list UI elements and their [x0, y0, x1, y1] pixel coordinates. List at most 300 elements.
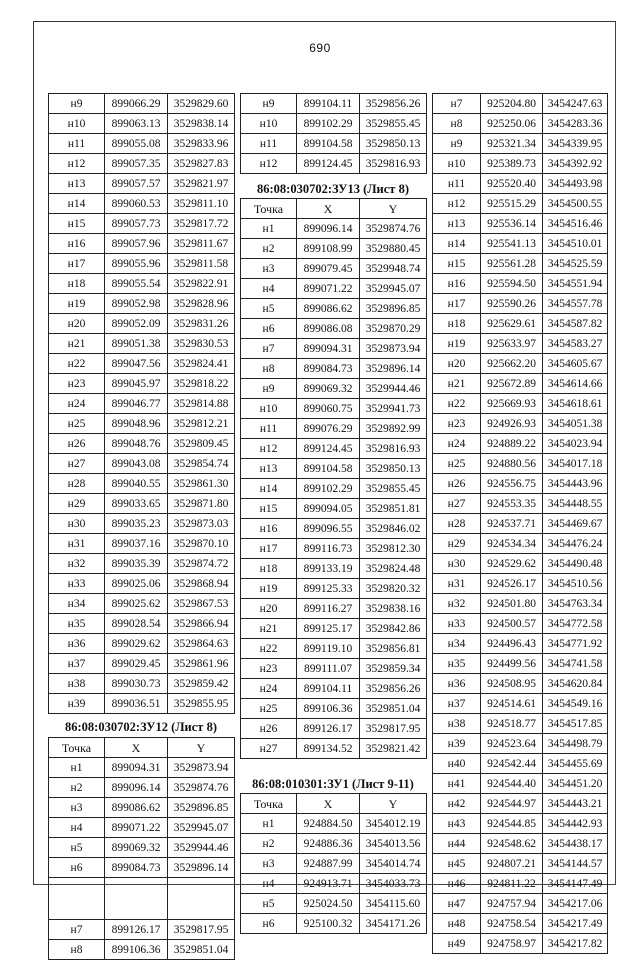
- table-row: [241, 739, 427, 759]
- x-cell: 924880.56: [481, 454, 543, 474]
- table-row: [241, 519, 427, 539]
- table-row: [433, 654, 608, 674]
- x-cell: 924811.22: [481, 874, 543, 894]
- table-row: [433, 694, 608, 714]
- point-cell: н36: [433, 674, 481, 694]
- x-cell: 899066.29: [105, 94, 168, 114]
- point-cell: н25: [433, 454, 481, 474]
- y-cell: 3529817.95: [360, 719, 427, 739]
- point-cell: н17: [241, 539, 297, 559]
- point-cell: н11: [433, 174, 481, 194]
- x-cell: 925024.50: [297, 894, 360, 914]
- table-row: [49, 274, 235, 294]
- x-cell: 924548.62: [481, 834, 543, 854]
- table-row: [433, 454, 608, 474]
- x-cell: 899071.22: [105, 818, 168, 838]
- x-cell: 924523.64: [481, 734, 543, 754]
- y-cell: 3454014.74: [360, 854, 427, 874]
- table-row: [433, 114, 608, 134]
- table-row: [49, 334, 235, 354]
- x-cell: 899057.73: [105, 214, 168, 234]
- y-cell: 3529830.53: [168, 334, 235, 354]
- y-cell: 3529861.30: [168, 474, 235, 494]
- y-cell: 3454017.18: [543, 454, 608, 474]
- table-row: [241, 559, 427, 579]
- y-cell: 3529892.99: [360, 419, 427, 439]
- point-cell: н11: [49, 134, 105, 154]
- point-cell: н8: [433, 114, 481, 134]
- point-cell: н35: [433, 654, 481, 674]
- table-row: [241, 599, 427, 619]
- x-cell: 899046.77: [105, 394, 168, 414]
- coordinates-table-1: [48, 93, 235, 714]
- point-cell: н41: [433, 774, 481, 794]
- point-cell: н13: [433, 214, 481, 234]
- point-cell: н11: [241, 419, 297, 439]
- x-cell: 924758.54: [481, 914, 543, 934]
- x-cell: 925633.97: [481, 334, 543, 354]
- y-cell: 3529822.91: [168, 274, 235, 294]
- y-cell: 3529828.96: [168, 294, 235, 314]
- x-cell: 899084.73: [105, 858, 168, 878]
- x-cell: 899125.33: [297, 579, 360, 599]
- y-cell: 3454763.34: [543, 594, 608, 614]
- table-row: [241, 359, 427, 379]
- point-cell: н28: [433, 514, 481, 534]
- point-cell: н25: [241, 699, 297, 719]
- x-cell: 899055.08: [105, 134, 168, 154]
- y-cell: 3529859.42: [168, 674, 235, 694]
- y-cell: 3454451.20: [543, 774, 608, 794]
- table-row: [49, 634, 235, 654]
- point-cell: н27: [241, 739, 297, 759]
- point-cell: н32: [49, 554, 105, 574]
- x-cell: 899079.45: [297, 259, 360, 279]
- table-row: [241, 459, 427, 479]
- x-cell: 925536.14: [481, 214, 543, 234]
- y-cell: 3529829.60: [168, 94, 235, 114]
- y-cell: 3454217.06: [543, 894, 608, 914]
- table-row: [433, 894, 608, 914]
- table-row: [241, 419, 427, 439]
- x-cell: 924500.57: [481, 614, 543, 634]
- point-cell: н28: [49, 474, 105, 494]
- x-cell: 924499.56: [481, 654, 543, 674]
- y-cell: 3529870.10: [168, 534, 235, 554]
- y-cell: 3454500.55: [543, 194, 608, 214]
- y-cell: 3454051.38: [543, 414, 608, 434]
- y-cell: 3529880.45: [360, 239, 427, 259]
- point-cell: н20: [49, 314, 105, 334]
- table-row: [433, 274, 608, 294]
- y-cell: 3454455.69: [543, 754, 608, 774]
- y-cell: 3529846.02: [360, 519, 427, 539]
- table-row: [241, 659, 427, 679]
- column-1: [48, 93, 235, 960]
- table-row: [241, 479, 427, 499]
- point-cell: н7: [49, 920, 105, 940]
- x-cell: 899086.08: [297, 319, 360, 339]
- point-cell: н22: [49, 354, 105, 374]
- x-cell: 924537.71: [481, 514, 543, 534]
- y-cell: 3529820.32: [360, 579, 427, 599]
- x-cell: 899104.11: [297, 94, 360, 114]
- coordinates-table-3: [432, 93, 608, 954]
- section-title-zu1: 86:08:010301:ЗУ1 (Лист 9-11): [252, 777, 414, 791]
- y-cell: 3529873.94: [360, 339, 427, 359]
- point-cell: н46: [433, 874, 481, 894]
- table-row: [433, 154, 608, 174]
- point-cell: н30: [49, 514, 105, 534]
- point-cell: н27: [433, 494, 481, 514]
- coordinates-table-2: [240, 93, 427, 174]
- table-row: [49, 654, 235, 674]
- x-cell: 899025.62: [105, 594, 168, 614]
- x-cell: 899104.58: [297, 134, 360, 154]
- point-cell: н23: [241, 659, 297, 679]
- point-cell: н32: [433, 594, 481, 614]
- y-cell: 3529948.74: [360, 259, 427, 279]
- point-cell: н4: [241, 279, 297, 299]
- point-cell: н2: [49, 778, 105, 798]
- y-cell: 3529824.41: [168, 354, 235, 374]
- table-row: [49, 838, 235, 858]
- point-cell: н19: [433, 334, 481, 354]
- x-cell: 924534.34: [481, 534, 543, 554]
- x-cell: 899029.62: [105, 634, 168, 654]
- point-cell: н24: [49, 394, 105, 414]
- point-cell: н3: [49, 798, 105, 818]
- header-x: X: [297, 794, 360, 814]
- point-cell: н6: [49, 858, 105, 878]
- table-row: [433, 414, 608, 434]
- y-cell: 3529850.13: [360, 134, 427, 154]
- y-cell: 3454339.95: [543, 134, 608, 154]
- y-cell: 3529833.96: [168, 134, 235, 154]
- y-cell: 3529861.96: [168, 654, 235, 674]
- point-cell: н38: [49, 674, 105, 694]
- x-cell: 924884.50: [297, 814, 360, 834]
- table-row: [241, 219, 427, 239]
- point-cell: н49: [433, 934, 481, 954]
- point-cell: н31: [49, 534, 105, 554]
- point-cell: н12: [49, 154, 105, 174]
- point-cell: н10: [49, 114, 105, 134]
- y-cell: 3454147.49: [543, 874, 608, 894]
- point-cell: н4: [49, 818, 105, 838]
- x-cell: 899069.32: [297, 379, 360, 399]
- y-cell: 3529870.29: [360, 319, 427, 339]
- coordinates-table-zu12: [48, 737, 235, 960]
- y-cell: 3529851.04: [360, 699, 427, 719]
- y-cell: 3529874.72: [168, 554, 235, 574]
- x-cell: 899094.31: [105, 758, 168, 778]
- x-cell: 899035.23: [105, 514, 168, 534]
- table-row: [433, 134, 608, 154]
- y-cell: 3529851.04: [168, 940, 235, 960]
- x-cell: 899057.35: [105, 154, 168, 174]
- table-row: [433, 94, 608, 114]
- x-cell: 925590.26: [481, 294, 543, 314]
- x-cell: 899055.96: [105, 254, 168, 274]
- table-row: [49, 94, 235, 114]
- x-cell: 899124.45: [297, 439, 360, 459]
- x-cell: 899028.54: [105, 614, 168, 634]
- y-cell: 3529867.53: [168, 594, 235, 614]
- table-row: [433, 594, 608, 614]
- point-cell: н12: [241, 439, 297, 459]
- table-row: [433, 794, 608, 814]
- table-row: [49, 234, 235, 254]
- point-cell: н30: [433, 554, 481, 574]
- point-cell: н1: [241, 814, 297, 834]
- table-row: [433, 394, 608, 414]
- y-cell: 3529856.26: [360, 679, 427, 699]
- y-cell: 3529945.07: [360, 279, 427, 299]
- y-cell: 3454023.94: [543, 434, 608, 454]
- y-cell: 3454438.17: [543, 834, 608, 854]
- x-cell: 899030.73: [105, 674, 168, 694]
- y-cell: 3529816.93: [360, 154, 427, 174]
- y-cell: 3529817.72: [168, 214, 235, 234]
- y-cell: 3529941.73: [360, 399, 427, 419]
- table-row: [241, 399, 427, 419]
- table-row: [49, 454, 235, 474]
- point-cell: н33: [49, 574, 105, 594]
- y-cell: 3454392.92: [543, 154, 608, 174]
- point-cell: н7: [241, 339, 297, 359]
- x-cell: 924926.93: [481, 414, 543, 434]
- point-cell: н45: [433, 854, 481, 874]
- x-cell: 924544.85: [481, 814, 543, 834]
- y-cell: 3529821.42: [360, 739, 427, 759]
- y-cell: 3529874.76: [168, 778, 235, 798]
- table-row: [433, 294, 608, 314]
- header-x: X: [105, 738, 168, 758]
- x-cell: 899134.52: [297, 739, 360, 759]
- table-row: [49, 594, 235, 614]
- table-row: [49, 920, 235, 940]
- x-cell: 899126.17: [297, 719, 360, 739]
- table-row: [241, 719, 427, 739]
- x-cell: 899104.58: [297, 459, 360, 479]
- table-row: [433, 474, 608, 494]
- x-cell: 899086.62: [105, 798, 168, 818]
- point-cell: н8: [49, 940, 105, 960]
- point-cell: н38: [433, 714, 481, 734]
- point-cell: н12: [433, 194, 481, 214]
- point-cell: н35: [49, 614, 105, 634]
- table-row: [49, 254, 235, 274]
- table-row: [433, 854, 608, 874]
- table-row: [49, 214, 235, 234]
- empty-cell: [49, 878, 105, 920]
- x-cell: 899102.29: [297, 114, 360, 134]
- point-cell: н14: [433, 234, 481, 254]
- y-cell: 3529827.83: [168, 154, 235, 174]
- point-cell: н39: [49, 694, 105, 714]
- y-cell: 3529812.30: [360, 539, 427, 559]
- point-cell: н42: [433, 794, 481, 814]
- x-cell: 899025.06: [105, 574, 168, 594]
- x-cell: 899104.11: [297, 679, 360, 699]
- x-cell: 925100.32: [297, 914, 360, 934]
- point-cell: н17: [433, 294, 481, 314]
- y-cell: 3454620.84: [543, 674, 608, 694]
- y-cell: 3454551.94: [543, 274, 608, 294]
- y-cell: 3529944.46: [168, 838, 235, 858]
- x-cell: 899126.17: [105, 920, 168, 940]
- point-cell: н23: [49, 374, 105, 394]
- point-cell: н31: [433, 574, 481, 594]
- point-cell: н5: [241, 894, 297, 914]
- point-cell: н1: [49, 758, 105, 778]
- point-cell: н18: [49, 274, 105, 294]
- y-cell: 3454443.21: [543, 794, 608, 814]
- x-cell: 899057.57: [105, 174, 168, 194]
- table-row: [433, 354, 608, 374]
- point-cell: н19: [241, 579, 297, 599]
- table-row: [433, 254, 608, 274]
- point-cell: н34: [433, 634, 481, 654]
- table-row: [49, 494, 235, 514]
- x-cell: 899035.39: [105, 554, 168, 574]
- table-row: [49, 354, 235, 374]
- point-cell: н33: [433, 614, 481, 634]
- table-row: [49, 614, 235, 634]
- point-cell: н19: [49, 294, 105, 314]
- table-row: [241, 579, 427, 599]
- table-row: [433, 734, 608, 754]
- point-cell: н15: [49, 214, 105, 234]
- point-cell: н21: [433, 374, 481, 394]
- point-cell: н24: [241, 679, 297, 699]
- point-cell: н10: [241, 114, 297, 134]
- table-row: [433, 234, 608, 254]
- table-row: [241, 299, 427, 319]
- point-cell: н48: [433, 914, 481, 934]
- x-cell: 925672.89: [481, 374, 543, 394]
- y-cell: 3529851.81: [360, 499, 427, 519]
- table-row: [433, 574, 608, 594]
- coordinates-table-zu13: [240, 198, 427, 759]
- y-cell: 3529814.88: [168, 394, 235, 414]
- point-cell: н5: [49, 838, 105, 858]
- table-row: [241, 94, 427, 114]
- table-row: [49, 294, 235, 314]
- x-cell: 899111.07: [297, 659, 360, 679]
- y-cell: 3454033.73: [360, 874, 427, 894]
- table-row: [433, 874, 608, 894]
- column-3: [432, 93, 608, 954]
- x-cell: 924889.22: [481, 434, 543, 454]
- table-row: [49, 434, 235, 454]
- y-cell: 3454741.58: [543, 654, 608, 674]
- y-cell: 3454618.61: [543, 394, 608, 414]
- y-cell: 3529824.48: [360, 559, 427, 579]
- point-cell: н14: [49, 194, 105, 214]
- x-cell: 924544.97: [481, 794, 543, 814]
- point-cell: н10: [241, 399, 297, 419]
- y-cell: 3529818.22: [168, 374, 235, 394]
- table-row: [433, 434, 608, 454]
- table-row: [49, 374, 235, 394]
- table-row: [49, 154, 235, 174]
- y-cell: 3454605.67: [543, 354, 608, 374]
- table-row: [433, 214, 608, 234]
- point-cell: н29: [433, 534, 481, 554]
- x-cell: 899094.31: [297, 339, 360, 359]
- x-cell: 924556.75: [481, 474, 543, 494]
- x-cell: 925541.13: [481, 234, 543, 254]
- y-cell: 3529945.07: [168, 818, 235, 838]
- y-cell: 3529896.85: [360, 299, 427, 319]
- y-cell: 3454498.79: [543, 734, 608, 754]
- point-cell: н20: [241, 599, 297, 619]
- x-cell: 925389.73: [481, 154, 543, 174]
- y-cell: 3529871.80: [168, 494, 235, 514]
- table-row: [433, 374, 608, 394]
- table-row: [433, 754, 608, 774]
- table-row: [241, 279, 427, 299]
- point-cell: н4: [241, 874, 297, 894]
- x-cell: 899096.55: [297, 519, 360, 539]
- x-cell: 899106.36: [105, 940, 168, 960]
- point-cell: н36: [49, 634, 105, 654]
- table-row: [241, 854, 427, 874]
- y-cell: 3529896.14: [168, 858, 235, 878]
- header-point: Точка: [49, 738, 105, 758]
- y-cell: 3529816.93: [360, 439, 427, 459]
- x-cell: 899048.76: [105, 434, 168, 454]
- coordinates-table-zu1: [240, 793, 427, 934]
- point-cell: н18: [433, 314, 481, 334]
- point-cell: н2: [241, 239, 297, 259]
- y-cell: 3529812.21: [168, 414, 235, 434]
- y-cell: 3529873.03: [168, 514, 235, 534]
- y-cell: 3454443.96: [543, 474, 608, 494]
- x-cell: 925515.29: [481, 194, 543, 214]
- x-cell: 924518.77: [481, 714, 543, 734]
- point-cell: н9: [241, 379, 297, 399]
- x-cell: 924529.62: [481, 554, 543, 574]
- table-row: [241, 834, 427, 854]
- x-cell: 899116.73: [297, 539, 360, 559]
- section-title-zu12: 86:08:030702:ЗУ12 (Лист 8): [65, 720, 217, 734]
- y-cell: 3529856.81: [360, 639, 427, 659]
- y-cell: 3454217.49: [543, 914, 608, 934]
- y-cell: 3529838.16: [360, 599, 427, 619]
- y-cell: 3454217.82: [543, 934, 608, 954]
- point-cell: н37: [433, 694, 481, 714]
- y-cell: 3529896.14: [360, 359, 427, 379]
- x-cell: 899124.45: [297, 154, 360, 174]
- point-cell: н40: [433, 754, 481, 774]
- table-row: [433, 494, 608, 514]
- y-cell: 3529809.45: [168, 434, 235, 454]
- point-cell: н22: [241, 639, 297, 659]
- empty-cell: [105, 878, 168, 920]
- y-cell: 3454583.27: [543, 334, 608, 354]
- header-y: Y: [360, 794, 427, 814]
- header-point: Точка: [241, 199, 297, 219]
- y-cell: 3529866.94: [168, 614, 235, 634]
- table-row: [241, 259, 427, 279]
- x-cell: 899052.09: [105, 314, 168, 334]
- y-cell: 3454448.55: [543, 494, 608, 514]
- x-cell: 899084.73: [297, 359, 360, 379]
- x-cell: 924544.40: [481, 774, 543, 794]
